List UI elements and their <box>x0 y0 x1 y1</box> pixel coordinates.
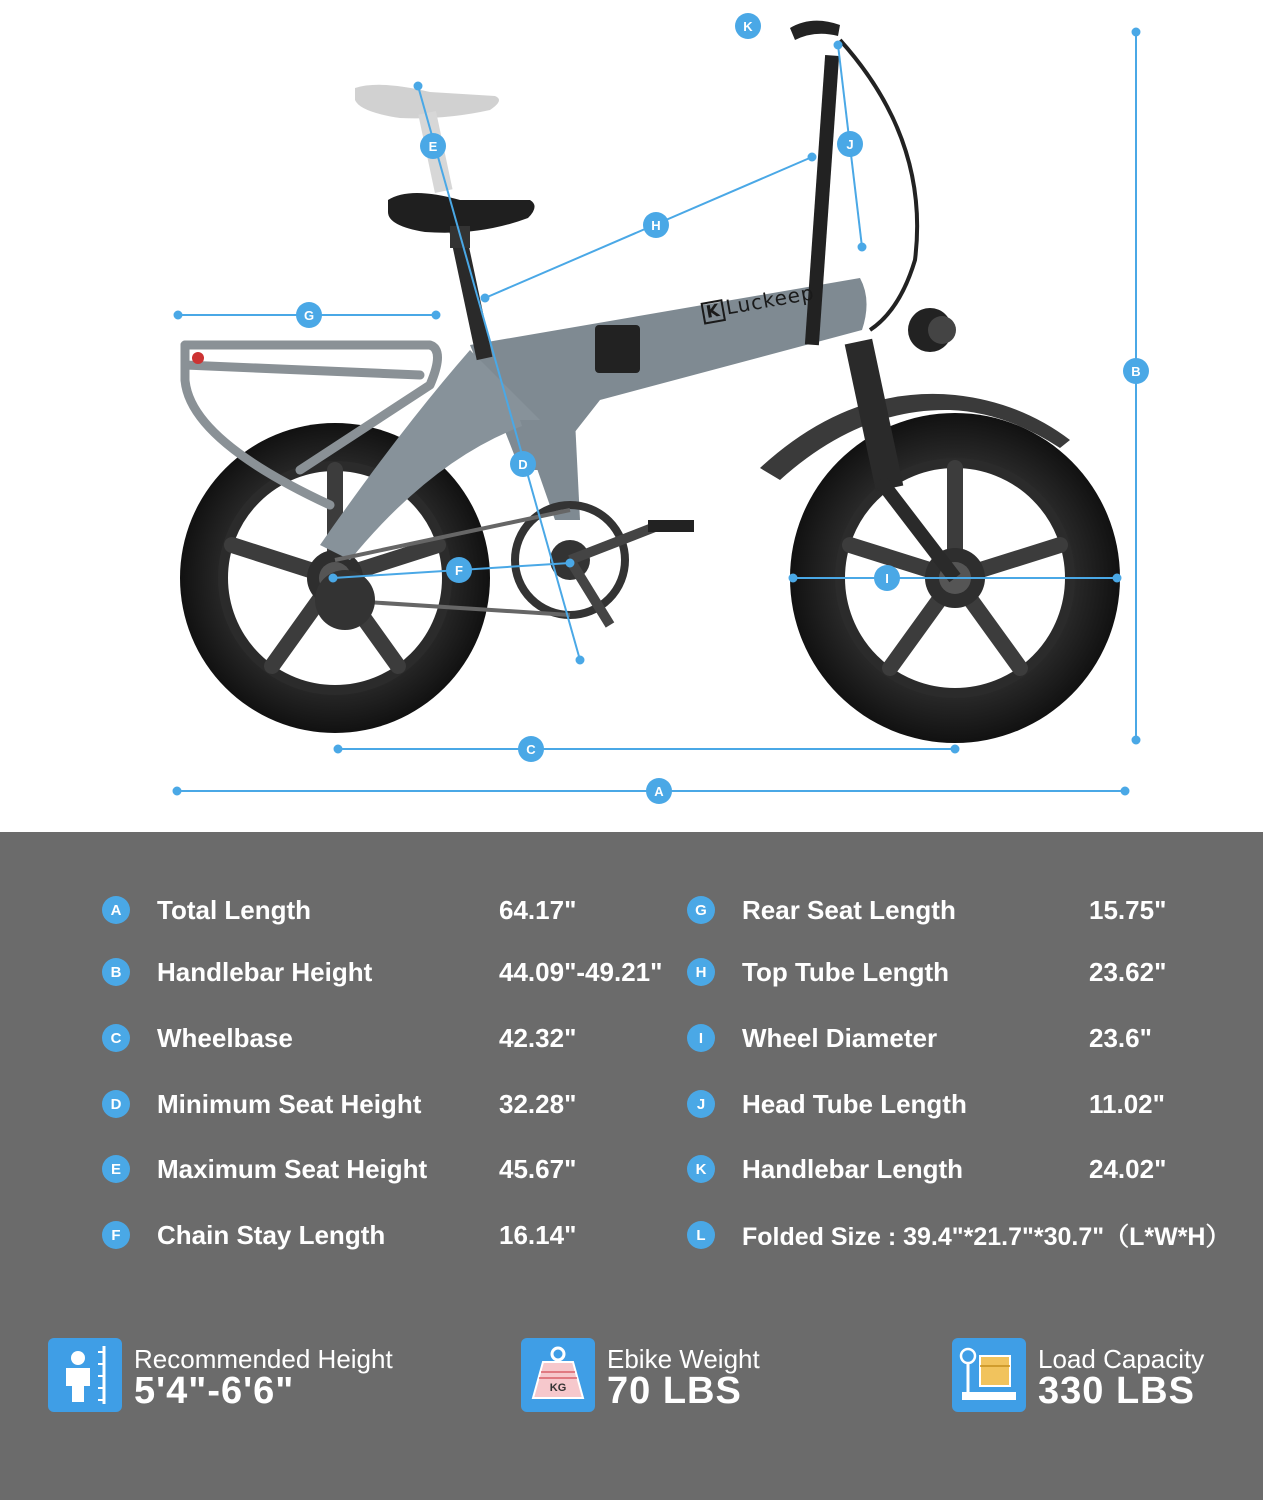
weight-kg-icon <box>521 1338 595 1412</box>
spec-label: Total Length <box>157 894 312 925</box>
svg-text:J: J <box>846 137 854 152</box>
spec-value: 45.67" <box>499 1153 577 1184</box>
spec-row <box>0 1215 1263 1255</box>
spec-label: Head Tube Length <box>742 1088 967 1119</box>
spec-row <box>0 1018 1263 1058</box>
scale-box-icon <box>952 1338 1026 1412</box>
spec-row <box>0 952 1263 992</box>
brand-name: Luckeep <box>723 280 817 320</box>
spec-value: 24.02" <box>1089 1153 1167 1184</box>
spec-letter-badge: H <box>687 958 715 986</box>
spec-value: 32.28" <box>499 1088 577 1119</box>
spec-label: Wheel Diameter <box>742 1022 938 1053</box>
svg-text:C: C <box>526 742 536 757</box>
spec-value: 44.09"-49.21" <box>499 956 663 987</box>
marker-g <box>296 302 322 328</box>
stat-value: 70 LBS <box>607 1370 742 1412</box>
spec-label: Rear Seat Length <box>742 894 956 925</box>
svg-text:K: K <box>743 19 753 34</box>
spec-letter-badge: A <box>102 896 130 924</box>
spec-value: 15.75" <box>1089 894 1167 925</box>
stat-label: Ebike Weight <box>607 1344 760 1374</box>
spec-label: Handlebar Length <box>742 1153 964 1184</box>
marker-k <box>735 13 761 39</box>
spec-letter-badge: J <box>687 1090 715 1118</box>
spec-label: Folded Size : 39.4"*21.7"*30.7"（L*W*H） <box>742 1223 1231 1251</box>
spec-label: Minimum Seat Height <box>157 1088 422 1119</box>
spec-row <box>0 890 1263 930</box>
weight-icon-text: KG <box>549 1382 567 1394</box>
spec-label: Top Tube Length <box>742 956 949 987</box>
spec-letter-badge: L <box>687 1221 715 1249</box>
person-height-icon <box>48 1338 122 1412</box>
spec-letter-badge: D <box>102 1090 130 1118</box>
spec-value: 23.62" <box>1089 956 1167 987</box>
marker-h <box>643 212 669 238</box>
spec-value: 42.32" <box>499 1022 577 1053</box>
spec-letter-badge: F <box>102 1221 130 1249</box>
marker-e <box>420 133 446 159</box>
svg-text:H: H <box>651 218 661 233</box>
spec-letter-badge: K <box>687 1155 715 1183</box>
spec-letter-badge: I <box>687 1024 715 1052</box>
svg-text:D: D <box>518 457 528 472</box>
marker-f <box>446 557 472 583</box>
marker-j <box>837 131 863 157</box>
svg-text:E: E <box>428 139 438 154</box>
stat-value: 5'4"-6'6" <box>134 1370 295 1412</box>
spec-letter-badge: G <box>687 896 715 924</box>
marker-c <box>518 736 544 762</box>
svg-text:F: F <box>455 563 463 578</box>
marker-d <box>510 451 536 477</box>
spec-value: 11.02" <box>1089 1088 1165 1119</box>
marker-i <box>874 565 900 591</box>
spec-label: Wheelbase <box>157 1022 293 1053</box>
svg-text:G: G <box>303 308 315 323</box>
marker-a <box>646 778 672 804</box>
stat-label: Load Capacity <box>1038 1344 1205 1374</box>
spec-label: Chain Stay Length <box>157 1219 386 1250</box>
brand-logo-mark: K <box>701 299 727 325</box>
spec-value: 23.6" <box>1089 1022 1152 1053</box>
svg-text:I: I <box>885 571 889 586</box>
spec-panel <box>0 832 1263 1500</box>
spec-letter-badge: B <box>102 958 130 986</box>
svg-text:B: B <box>1131 364 1141 379</box>
spec-value: 16.14" <box>499 1219 577 1250</box>
svg-text:A: A <box>654 784 664 799</box>
spec-label: Handlebar Height <box>157 956 373 987</box>
seat-assembly <box>388 193 535 360</box>
stat-label: Recommended Height <box>134 1344 393 1374</box>
spec-value: 64.17" <box>499 894 577 925</box>
spec-label: Maximum Seat Height <box>157 1153 428 1184</box>
spec-row <box>0 1149 1263 1189</box>
stat-value: 330 LBS <box>1038 1370 1195 1412</box>
rear-light <box>192 352 204 364</box>
spec-letter-badge: C <box>102 1024 130 1052</box>
spec-letter-badge: E <box>102 1155 130 1183</box>
spec-row <box>0 1084 1263 1124</box>
marker-b <box>1123 358 1149 384</box>
